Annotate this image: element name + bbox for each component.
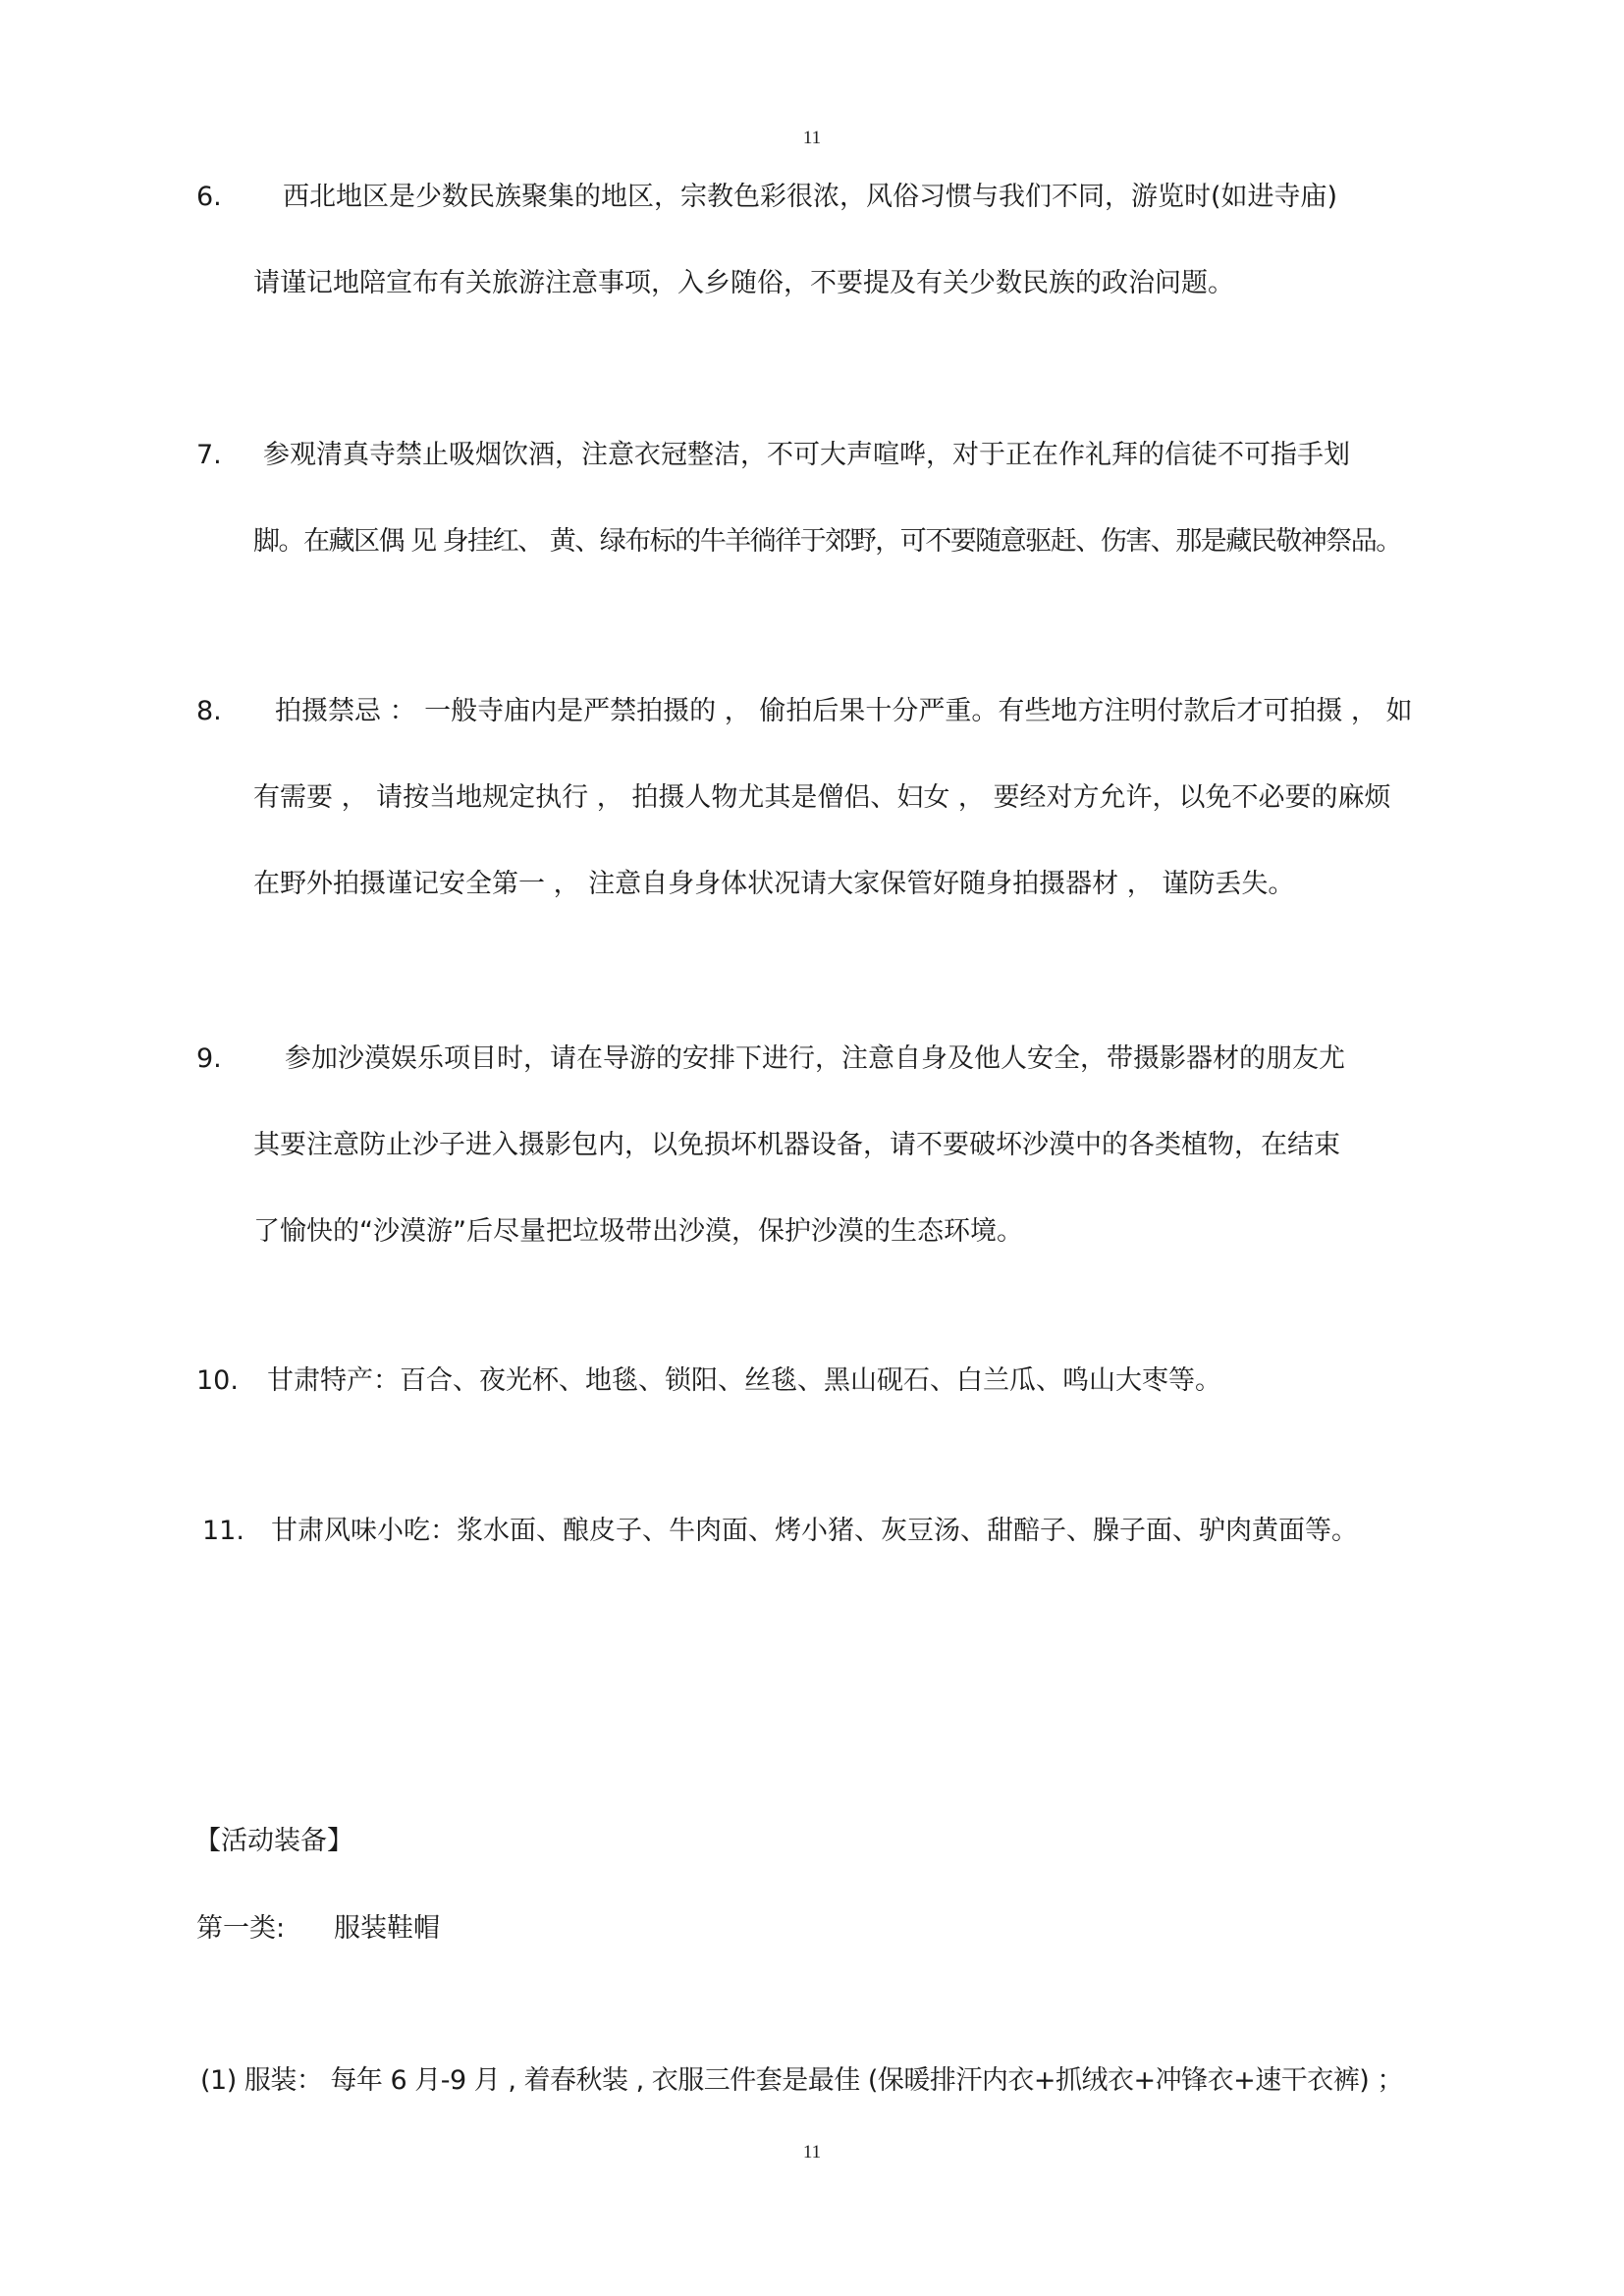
item-text-line: 西北地区是少数民族聚集的地区，宗教色彩很浓，风俗习惯与我们不同，游览时(如进寺庙) [283,182,1338,212]
item-text-line: 甘肃风味小吃：浆水面、酿皮子、牛肉面、烤小猪、灰豆汤、甜醅子、臊子面、驴肉黄面等。 [271,1516,1358,1546]
item-text-line: 其要注意防止沙子进入摄影包内，以免损坏机器设备，请不要破坏沙漠中的各类植物，在结束 [253,1130,1340,1160]
page-number-bottom: 11 [802,2142,822,2163]
item-text-line: 请谨记地陪宣布有关旅游注意事项，入乡随俗，不要提及有关少数民族的政治问题。 [253,268,1234,298]
item-number: 6. [196,182,222,212]
item-number: 11. [202,1516,244,1546]
item-text-line: 脚。在藏区偶 见 身挂红、 黄、绿布标的牛羊徜徉于郊野，可不要随意驱赶、伤害、那是藏民敬神祭品。 [253,526,1401,557]
item-text-line: 甘肃特产：百合、夜光杯、地毯、锁阳、丝毯、黑山砚石、白兰瓜、鸣山大枣等。 [267,1365,1221,1396]
item-text-line: 参加沙漠娱乐项目时，请在导游的安排下进行，注意自身及他人安全，带摄影器材的朋友尤 [285,1043,1345,1074]
item-text-line: 了愉快的“沙漠游”后尽量把垃圾带出沙漠，保护沙漠的生态环境。 [253,1216,1023,1247]
item-text-line: 有需要 ， 请按当地规定执行 ， 拍摄人物尤其是僧侣、妇女 ， 要经对方允许，以免不必要的麻烦 [253,782,1391,813]
item-number: 7. [196,440,222,470]
category-label: 第一类: [196,1913,286,1944]
item-text-line: 拍摄禁忌 ： 一般寺庙内是严禁拍摄的 ， 偷拍后果十分严重。有些地方注明付款后才可拍摄 ， 如 [275,696,1413,726]
item-number: 9. [196,1043,222,1074]
clothing-line: (1) 服装： 每年 6 月-9 月 , 着春秋装 , 衣服三件套是最佳 (保暖排汗内衣+抓绒衣+冲锋衣+速干衣裤) ； [200,2065,1403,2096]
section-title: 【活动装备】 [194,1826,353,1856]
category-value: 服装鞋帽 [334,1913,440,1944]
item-number: 8. [196,696,222,726]
item-text-line: 在野外拍摄谨记安全第一 ， 注意自身身体状况请大家保管好随身拍摄器材 ， 谨防丢失。 [253,869,1295,899]
page-number-top: 11 [802,128,822,148]
item-text-line: 参观清真寺禁止吸烟饮酒，注意衣冠整洁，不可大声喧哗，对于正在作礼拜的信徒不可指手划 [263,440,1350,470]
item-number: 10. [196,1365,239,1396]
